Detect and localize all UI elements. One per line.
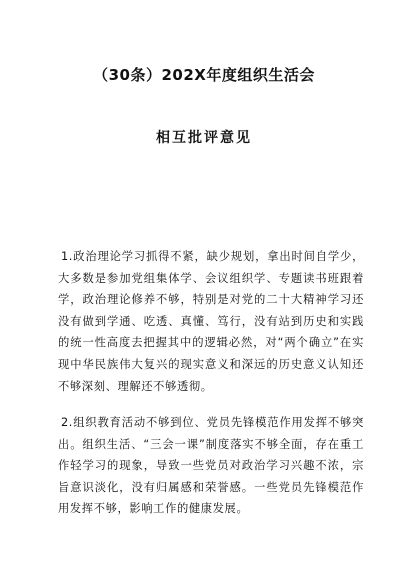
paragraph-1: 1.政治理论学习抓得不紧，缺少规划，拿出时间自学少，大多数是参加党组集体学、会议组织学、专题读书班跟着学，政治理论修养不够，特别是对党的二十大精神学习还没有做到学通、吃透、真懂、笃行，没有站到历史和实践的统一性高度去把握其中的逻辑必然，对“两个确立”在实现中华民族伟大复兴的现实意义和深远的历史意义认知还不够深刻、理解还不够透彻。: [58, 250, 364, 393]
document-title: （30条）202X年度组织生活会: [93, 66, 315, 84]
document-subtitle: 相互批评意见: [156, 130, 252, 146]
paragraph-2: 2.组织教育活动不够到位、党员先锋模范作用发挥不够突出。组织生活、“三会一课”制度落实不够全面，存在重工作轻学习的现象，导致一些党员对政治学习兴趣不浓，宗旨意识淡化，没有归属感和荣誉感。一些党员先锋模范作用发挥不够，影响工作的健康发展。: [58, 416, 364, 516]
